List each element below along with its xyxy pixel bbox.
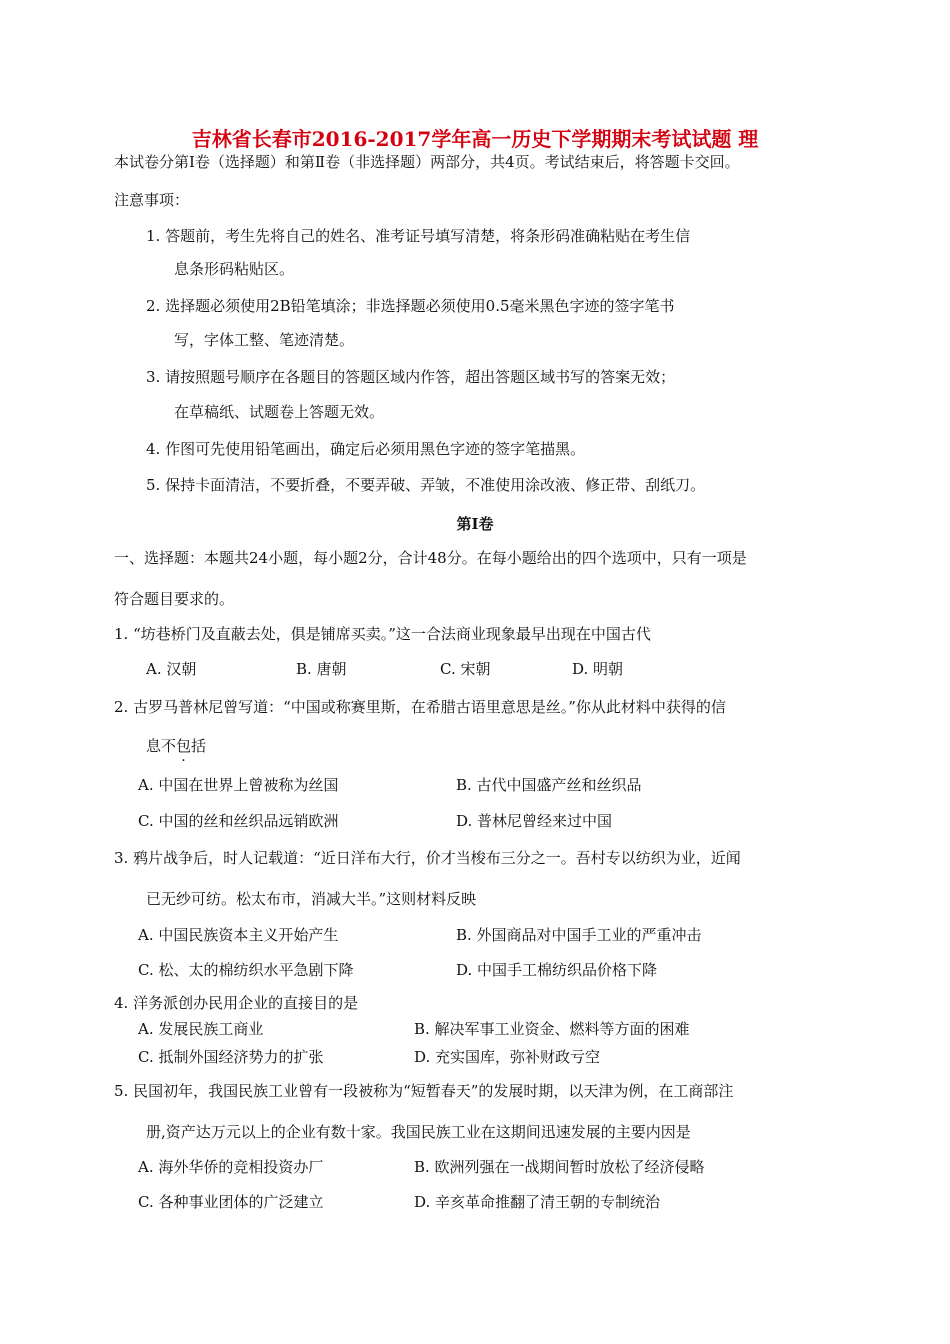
notice-5: 5. 保持卡面清洁，不要折叠，不要弄破、弄皱，不准使用涂改液、修正带、刮纸刀。 xyxy=(146,476,706,494)
question-1-option-c: C. 宋朝 xyxy=(440,660,491,678)
notice-1-line1: 1. 答题前，考生先将自己的姓名、准考证号填写清楚，将条形码准确粘贴在考生信 xyxy=(146,227,691,245)
section-heading: 第Ⅰ卷 xyxy=(456,515,494,533)
question-1-option-a: A. 汉朝 xyxy=(146,660,197,678)
notice-3-line1: 3. 请按照题号顺序在各题目的答题区域内作答，超出答题区域书写的答案无效； xyxy=(146,368,676,386)
question-2-option-b: B. 古代中国盛产丝和丝织品 xyxy=(456,776,642,794)
question-5-option-c: C. 各种事业团体的广泛建立 xyxy=(138,1193,324,1211)
question-1-option-b: B. 唐朝 xyxy=(296,660,347,678)
question-4-option-a: A. 发展民族工商业 xyxy=(138,1020,264,1038)
part1-instructions-line1: 一、选择题：本题共24小题，每小题2分，合计48分。在每小题给出的四个选项中，只有一项是 xyxy=(114,549,747,567)
question-4-option-b: B. 解决军事工业资金、燃料等方面的困难 xyxy=(414,1020,690,1038)
question-3-option-b: B. 外国商品对中国手工业的严重冲击 xyxy=(456,926,702,944)
question-2-stem: 2. 古罗马普林尼曾写道：“中国或称赛里斯，在希腊古语里意思是丝。”你从此材料中获得的信 xyxy=(114,698,726,716)
notice-4: 4. 作图可先使用铅笔画出，确定后必须用黑色字迹的签字笔描黑。 xyxy=(146,440,586,458)
question-5-option-d: D. 辛亥革命推翻了清王朝的专制统治 xyxy=(414,1193,661,1211)
question-5-stem: 5. 民国初年，我国民族工业曾有一段被称为“短暂春天”的发展时期，以天津为例，在工商部注 xyxy=(114,1082,734,1100)
question-5-option-b: B. 欧洲列强在一战期间暂时放松了经济侵略 xyxy=(414,1158,705,1176)
question-1-option-d: D. 明朝 xyxy=(572,660,624,678)
question-4-option-c: C. 抵制外国经济势力的扩张 xyxy=(138,1048,324,1066)
notice-1-line2: 息条形码粘贴区。 xyxy=(174,260,295,278)
question-1-stem: 1. “坊巷桥门及直蔽去处，俱是铺席买卖。”这一合法商业现象最早出现在中国古代 xyxy=(114,625,651,643)
notice-heading: 注意事项： xyxy=(114,191,190,209)
question-2-stem-line2-text: 息 xyxy=(146,737,162,755)
question-3-option-d: D. 中国手工棉纺织品价格下降 xyxy=(456,961,658,979)
question-3-stem: 3. 鸦片战争后，时人记载道：“近日洋布大行，价才当梭布三分之一。吾村专以纺织为业，近闻 xyxy=(114,849,741,867)
question-2-stem-line2 xyxy=(146,736,206,756)
exam-title: 吉林省长春市2016-2017学年高一历史下学期期末考试试题 理 xyxy=(191,127,759,151)
question-2-option-c: C. 中国的丝和丝织品远销欧洲 xyxy=(138,812,339,830)
intro-text: 本试卷分第Ⅰ卷（选择题）和第Ⅱ卷（非选择题）两部分，共4页。考试结束后，将答题卡交回。 xyxy=(114,153,740,171)
question-4-option-d: D. 充实国库，弥补财政亏空 xyxy=(414,1048,601,1066)
part1-instructions-line2: 符合题目要求的。 xyxy=(114,590,235,608)
question-5-stem-line2: 册,资产达万元以上的企业有数十家。我国民族工业在这期间迅速发展的主要内因是 xyxy=(146,1123,691,1141)
question-4-stem: 4. 洋务派创办民用企业的直接目的是 xyxy=(114,994,359,1012)
notice-3-line2: 在草稿纸、试题卷上答题无效。 xyxy=(174,403,385,421)
emphasis-text: 不包括 xyxy=(161,737,207,755)
question-3-option-a: A. 中国民族资本主义开始产生 xyxy=(138,926,339,944)
question-2-option-a: A. 中国在世界上曾被称为丝国 xyxy=(138,776,339,794)
notice-2-line1: 2. 选择题必须使用2B铅笔填涂；非选择题必须使用0.5毫米黑色字迹的签字笔书 xyxy=(146,297,675,315)
question-5-option-a: A. 海外华侨的竞相投资办厂 xyxy=(138,1158,324,1176)
question-2-option-d: D. 普林尼曾经来过中国 xyxy=(456,812,613,830)
question-3-option-c: C. 松、太的棉纺织水平急剧下降 xyxy=(138,961,354,979)
notice-2-line2: 写，字体工整、笔迹清楚。 xyxy=(174,331,355,349)
question-3-stem-line2: 已无纱可纺。松太布市，消减大半。”这则材料反映 xyxy=(146,890,477,908)
